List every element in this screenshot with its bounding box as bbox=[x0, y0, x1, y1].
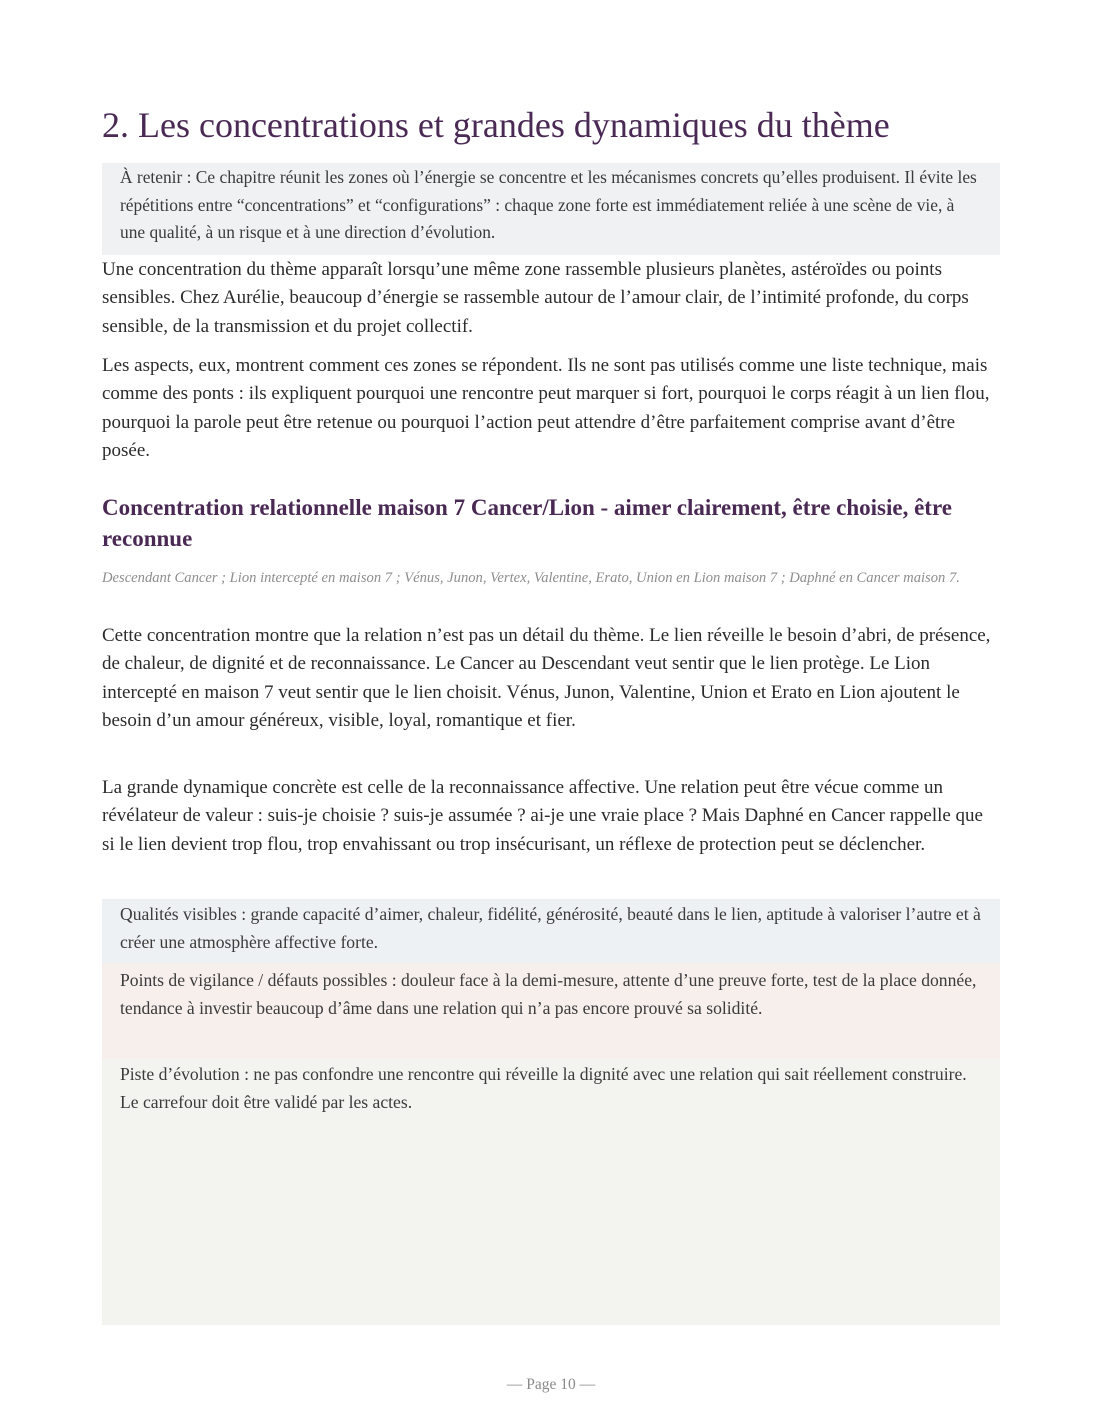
placements-note: Descendant Cancer ; Lion intercepté en maison 7 ; Vénus, Junon, Vertex, Valentine, Erato, Union en Lion maison 7 ; Daphné en Cancer maison 7. bbox=[102, 570, 960, 586]
section-paragraph: Cette concentration montre que la relation n’est pas un détail du thème. Le lien réveille le besoin d’abri, de présence, de chaleur, de dignité et de reconnaissance. Le Cancer au Descendant veut sentir que le lien protège. Le Lion intercepté en maison 7 veut sentir que le lien choisit. Vénus, Junon, Valentine, Union et Erato en Lion ajoutent le besoin d’un amour généreux, visible, loyal, romantique et fier. bbox=[102, 625, 991, 732]
qualities-box: Qualités visibles : grande capacité d’aimer, chaleur, fidélité, générosité, beauté dans le lien, aptitude à valoriser l’autre et à créer une atmosphère affective forte. bbox=[102, 899, 1000, 963]
section-paragraph: La grande dynamique concrète est celle de la reconnaissance affective. Une relation peut être vécue comme un révélateur de valeur : suis-je choisie ? suis-je assumée ? ai-je une vraie place ? Mais Daphné en Cancer rappelle que si le lien devient trop flou, trop envahissant ou trop insécurisant, un réflexe de protection peut se déclencher. bbox=[102, 777, 983, 855]
key-takeaway-box: À retenir : Ce chapitre réunit les zones où l’énergie se concentre et les mécanismes concrets qu’elles produisent. Il évite les répétitions entre “concentrations” et “configurations” : chaque zone forte est immédiatement reliée à une scène de vie, à une qualité, à un risque et à une direction d’évolution. bbox=[102, 163, 1000, 255]
vigilance-box: Points de vigilance / défauts possibles : douleur face à la demi-mesure, attente d’une preuve forte, test de la place donnée, tendance à investir beaucoup d’âme dans une relation qui n’a pas encore prouvé sa solidité. bbox=[102, 963, 1000, 1059]
intro-paragraph: Une concentration du thème apparaît lorsqu’une même zone rassemble plusieurs planètes, astéroïdes ou points sensibles. Chez Aurélie, beaucoup d’énergie se rassemble autour de l’amour clair, de l’intimité profonde, du corps sensible, de la transmission et du projet collectif. bbox=[102, 259, 969, 337]
evolution-box: Piste d’évolution : ne pas confondre une rencontre qui réveille la dignité avec une relation qui sait réellement construire. Le carrefour doit être validé par les actes. bbox=[102, 1059, 1000, 1325]
page-number: — Page 10 — bbox=[506, 1376, 596, 1393]
chapter-title: 2. Les concentrations et grandes dynamiques du thème bbox=[102, 105, 890, 145]
intro-paragraph: Les aspects, eux, montrent comment ces zones se répondent. Ils ne sont pas utilisés comme une liste technique, mais comme des ponts : ils expliquent pourquoi une rencontre peut marquer si fort, pourquoi le corps réagit à un lien flou, pourquoi la parole peut être retenue ou pourquoi l’action peut attendre d’être parfaitement comprise avant d’être posée. bbox=[102, 355, 990, 462]
section-title: Concentration relationnelle maison 7 Cancer/Lion - aimer clairement, être choisie, être reconnue bbox=[102, 495, 952, 551]
